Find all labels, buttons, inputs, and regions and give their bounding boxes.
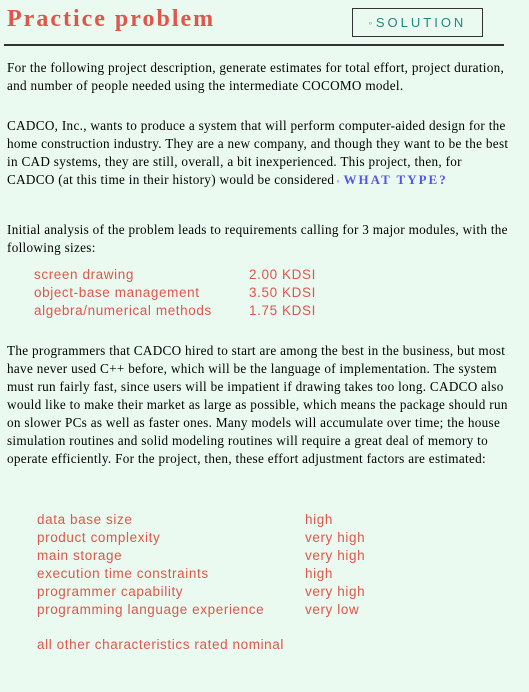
what-type-label: WHAT TYPE? — [343, 172, 448, 187]
list-item — [37, 529, 365, 547]
factor-name: main storage — [37, 548, 123, 563]
list-item — [37, 565, 365, 583]
factor-rating: very high — [305, 548, 366, 563]
factor-name: data base size — [37, 512, 133, 527]
list-item — [37, 583, 365, 601]
solution-label: SOLUTION — [375, 15, 467, 30]
programmers-paragraph: The programmers that CADCO hired to start are among the best in the business, but most have never used C++ before, which will be the language of implementation. The system must run fairly fast, since users will be impatient if drawing takes too long. CADCO also would like to make their market as large as possible, which means the package should run on slower PCs as well as faster ones. Many models will accumulate over time; the house simulation routines and solid modeling routines will require a great deal of memory to operate efficiently. For the project, then, these effort adjustment factors are estimated: — [7, 343, 508, 466]
module-name: algebra/numerical methods — [34, 303, 212, 318]
factor-rating: very low — [305, 602, 360, 617]
what-type-link[interactable] — [334, 172, 447, 187]
list-item — [34, 266, 316, 284]
list-item — [37, 511, 365, 529]
bullet-icon: ◦ — [368, 17, 372, 28]
scenario-paragraph — [7, 117, 512, 190]
module-size: 2.00 KDSI — [249, 267, 316, 282]
module-size: 1.75 KDSI — [249, 303, 316, 318]
scenario-text: CADCO, Inc., wants to produce a system that will perform computer-aided design for the home construction industry. They are a new company, and though they want to be the best in CAD systems, they are still, overall, a bit inexperienced. This project, then, for CADCO (at this time in their history) would be considered — [7, 118, 509, 187]
divider — [4, 44, 504, 46]
factor-name: programmer capability — [37, 584, 184, 599]
factor-rating: high — [305, 512, 333, 527]
factor-rating: very high — [305, 530, 366, 545]
module-sizes-list — [34, 266, 316, 320]
factor-name: product complexity — [37, 530, 161, 545]
factor-name: execution time constraints — [37, 566, 209, 581]
other-characteristics-note: all other characteristics rated nominal — [37, 637, 284, 652]
list-item — [37, 601, 365, 619]
factor-name: programming language experience — [37, 602, 265, 617]
solution-button[interactable] — [352, 8, 483, 37]
effort-factors-list — [37, 511, 365, 619]
module-size: 3.50 KDSI — [249, 285, 316, 300]
list-item — [37, 547, 365, 565]
module-name: object-base management — [34, 285, 200, 300]
module-name: screen drawing — [34, 267, 134, 282]
factor-rating: high — [305, 566, 333, 581]
factor-rating: very high — [305, 584, 366, 599]
list-item — [34, 302, 316, 320]
analysis-paragraph: Initial analysis of the problem leads to requirements calling for 3 major modules, with the following sizes: — [7, 222, 508, 255]
bullet-icon: ◦ — [336, 176, 340, 186]
intro-paragraph: For the following project description, generate estimates for total effort, project duration, and number of people needed using the intermediate COCOMO model. — [7, 60, 505, 93]
page-title: Practice problem — [7, 6, 216, 32]
list-item — [34, 284, 316, 302]
